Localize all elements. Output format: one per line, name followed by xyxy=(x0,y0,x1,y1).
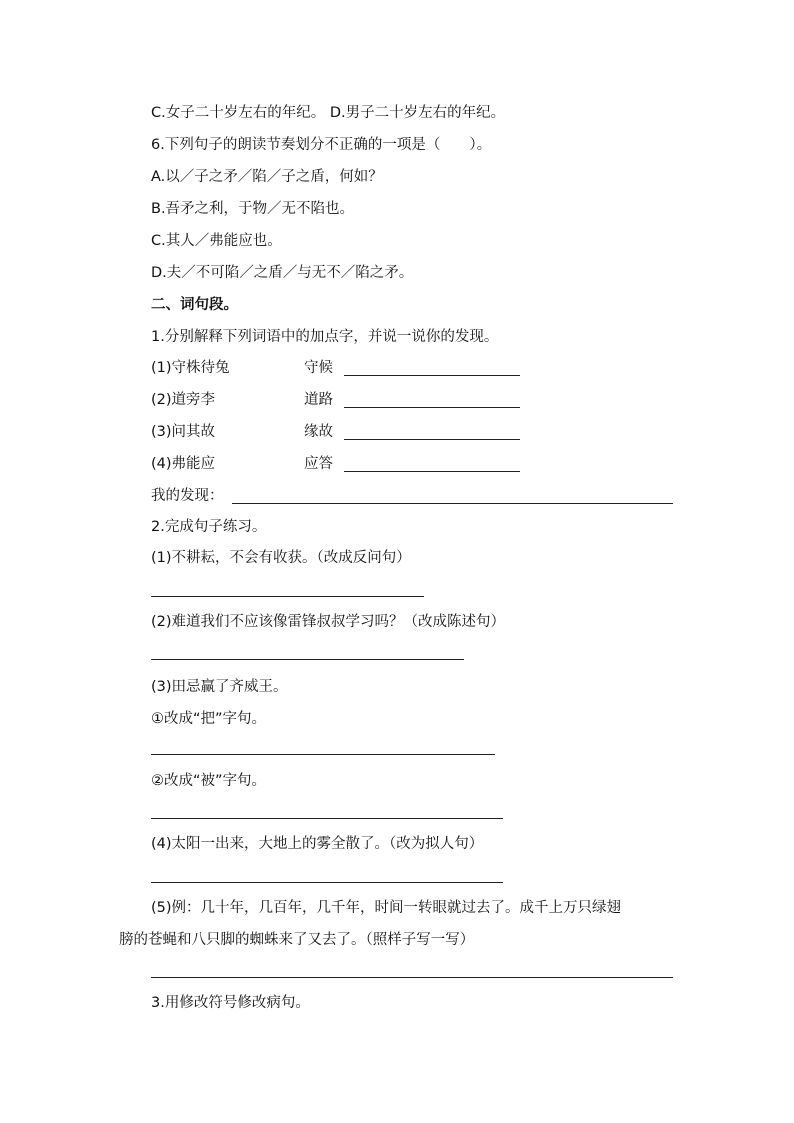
question6-option-c: C.其人／弗能应也。 xyxy=(151,233,282,249)
q1-finding-answer-line[interactable] xyxy=(232,503,673,504)
q2-sentence2: (2)难道我们不应该像雷锋叔叔学习吗？（改成陈述句） xyxy=(151,614,506,630)
q1-item3-word: 缘故 xyxy=(304,424,333,440)
q1-item2-phrase: (2)道旁李 xyxy=(151,392,216,408)
q2-sentence3-part2: ②改成“被”字句。 xyxy=(151,773,267,789)
q2-sentence5-answer-line[interactable] xyxy=(151,977,673,978)
q2-stem: 2.完成句子练习。 xyxy=(151,519,267,535)
q1-finding-label: 我的发现： xyxy=(151,488,224,504)
q2-sentence5-line2: 膀的苍蝇和八只脚的蜘蛛来了又去了。（照样子写一写） xyxy=(119,932,475,948)
section-two-heading: 二、词句段。 xyxy=(151,297,238,313)
q1-item3-phrase: (3)问其故 xyxy=(151,424,216,440)
q2-sentence3: (3)田忌赢了齐威王。 xyxy=(151,679,288,695)
question6-option-d: D.夫／不可陷／之盾／与无不／陷之矛。 xyxy=(151,265,414,281)
question6-stem: 6.下列句子的朗读节奏划分不正确的一项是（ ）。 xyxy=(151,137,492,153)
q1-item4-answer-line[interactable] xyxy=(344,471,520,472)
q1-item1-answer-line[interactable] xyxy=(344,375,520,376)
q2-sentence1: (1)不耕耘，不会有收获。（改成反问句） xyxy=(151,550,411,566)
q1-item4-phrase: (4)弗能应 xyxy=(151,456,216,472)
q1-stem: 1.分别解释下列词语中的加点字，并说一说你的发现。 xyxy=(151,329,499,345)
q3-stem: 3.用修改符号修改病句。 xyxy=(151,995,310,1011)
question6-option-b: B.吾矛之利，于物／无不陷也。 xyxy=(151,201,355,217)
question5-options-cd: C.女子二十岁左右的年纪。 D.男子二十岁左右的年纪。 xyxy=(151,105,506,121)
q1-item3-answer-line[interactable] xyxy=(344,439,520,440)
q1-item2-word: 道路 xyxy=(304,392,333,408)
q2-sentence5-line1: (5)例：几十年，几百年，几千年，时间一转眼就过去了。成千上万只绿翅 xyxy=(151,900,622,916)
q2-sentence3-part1-answer-line[interactable] xyxy=(151,754,495,755)
q1-item1-phrase: (1)守株待兔 xyxy=(151,360,230,376)
q1-item1-word: 守候 xyxy=(304,360,333,376)
q1-item4-word: 应答 xyxy=(304,456,333,472)
q2-sentence3-part1: ①改成“把”字句。 xyxy=(151,711,267,727)
q2-sentence3-part2-answer-line[interactable] xyxy=(151,818,503,819)
question6-option-a: A.以／子之矛／陷／子之盾，何如？ xyxy=(151,169,383,185)
q2-sentence4: (4)太阳一出来，大地上的雾全散了。（改为拟人句） xyxy=(151,836,484,852)
q2-sentence1-answer-line[interactable] xyxy=(151,596,424,597)
q2-sentence2-answer-line[interactable] xyxy=(151,659,464,660)
q1-item2-answer-line[interactable] xyxy=(344,407,520,408)
q2-sentence4-answer-line[interactable] xyxy=(151,882,503,883)
